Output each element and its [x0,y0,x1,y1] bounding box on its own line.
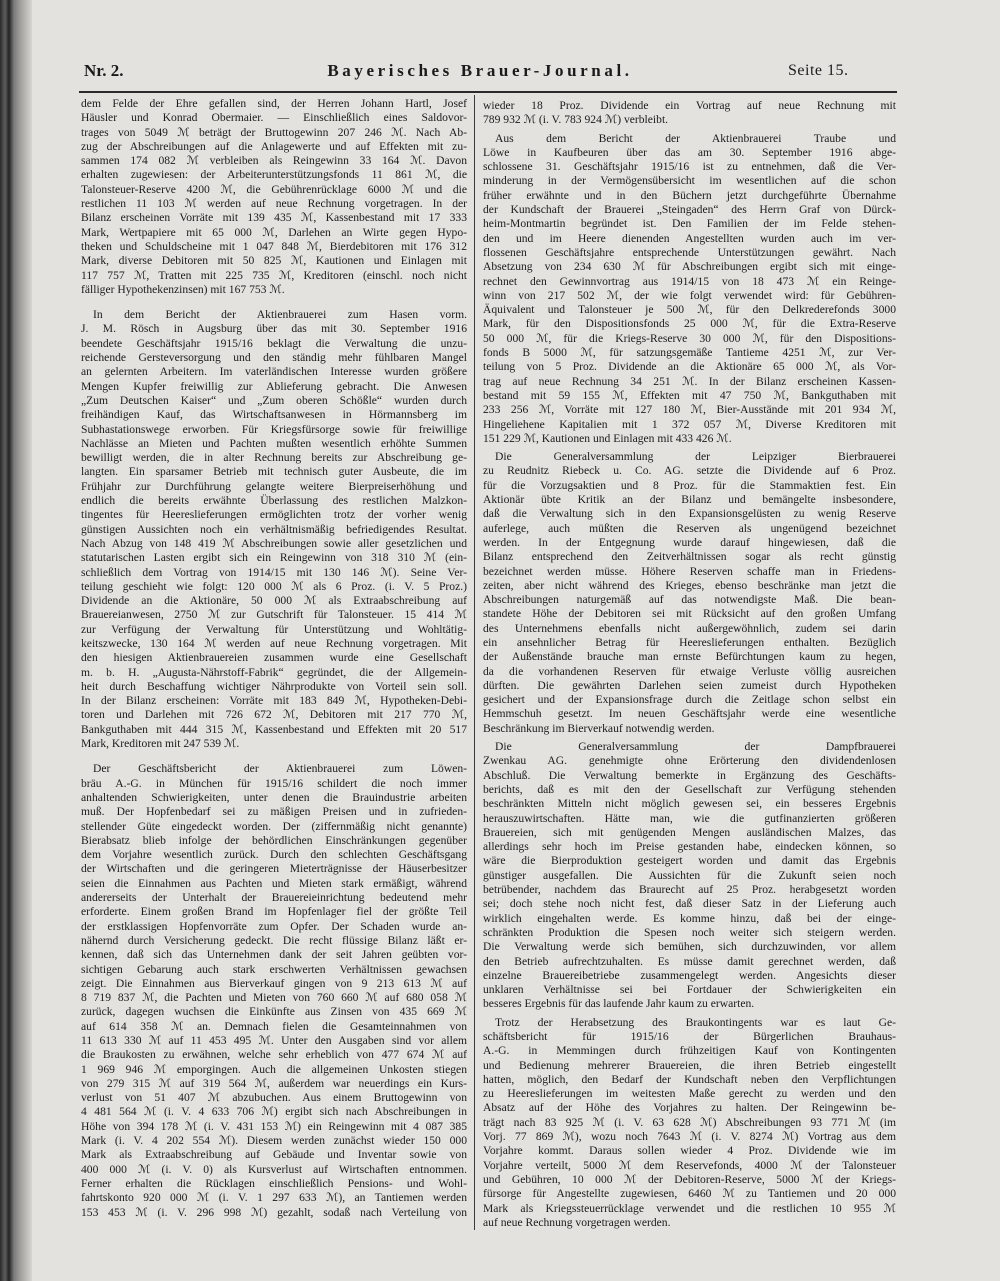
text-line: J. M. Rösch in Augsburg über das mit 30. September 1916 [81,322,467,336]
text-line: Hemmschuh gesetzt. Im neuen Geschäftsjahr werde eine wesentliche [483,707,896,721]
text-line: 11 613 330 ℳ auf 11 453 495 ℳ. Unter den Ausgaben sind vor allem [81,1034,467,1047]
text-line: andererseits der Unterhalt der Brauereieinrichtung bedeutend mehr [81,891,467,905]
text-line: kennen, daß sich das Unternehmen dank der seit Jahren geübten vor- [81,948,467,962]
page-binding-edge [0,0,32,1281]
text-line: hatten, möglich, den Bedarf der Kundschaft neben den Verpflichtungen [483,1072,896,1086]
header-rule [79,91,897,93]
text-line: Abschreibungen naturgemäß auf das notwendigste Maß. Die bean- [483,593,896,607]
text-line: bewilligt werden, die in alter Rechnung bereits zur Abschreibung ge- [81,451,467,465]
text-line: heim-Montmartin begründet ist. Den Familien der im Felde stehen- [483,217,896,231]
text-line: fälliger Hypothekenzinsen) mit 167 753 ℳ. [81,282,285,296]
text-line: schränkten Produktion die Spesen noch weiter sich steigern werden. [483,925,896,939]
text-line: muß. Der Hopfenbedarf sei zu mäßigen Preisen und in zufrieden- [81,805,467,819]
text-line: werden. In der Entgegnung wurde darauf hingewiesen, daß die [483,535,896,549]
text-line: Bankguthaben mit 444 315 ℳ, Kassenbestand und Effekten mit 20 517 [81,722,467,736]
text-line: 1 969 946 ℳ emporgingen. Auch die allgemeinen Unkosten stiegen [81,1062,467,1076]
text-line: beendete Geschäftsjahr 1915/16 beklagt die Verwaltung die unzu- [81,336,467,350]
text-line: und Gebühren, 10 000 ℳ der Debitoren-Reserve, 5000 ℳ der Kriegs- [483,1172,896,1186]
text-line: unklaren Verhältnisse sei bei Fortdauer der Schwierigkeiten ein [483,983,896,997]
text-line: Mengen Kupfer freiwillig zur Ablieferung gebracht. Die Anwesen [81,379,467,393]
text-line: theken und Schuldscheine mit 1 047 848 ℳ, Bierdebitoren mit 176 312 [81,239,467,253]
text-line: der erstklassigen Hopfenvorräte zum Opfer. Der Schaden wurde an- [81,919,467,933]
text-line: sichtigen Gebarung auch stark erschwerten Verhältnissen gewachsen [81,962,467,976]
text-line: einzelne Brauereibetriebe zusammengelegt werden. Angesichts dieser [483,968,896,982]
text-line: auf neue Rechnung vorgetragen werden. [483,1215,671,1229]
text-line: allerdings sehr hoch im Preise gestanden habe, eindecken können, so [483,840,896,854]
text-line: Die Generalversammlung der Leipziger Bierbrauerei [495,450,896,464]
text-line: bestand mit 59 155 ℳ, Effekten mit 47 750 ℳ, Bankguthaben mit [483,388,896,402]
text-line: fahrtskonto 920 000 ℳ (i. V. 1 297 633 ℳ), an Tantiemen werden [81,1191,467,1205]
article-paragraph [483,740,896,1012]
text-line: Mark als Kriegssteuerrücklage verwendet und die restlichen 10 955 ℳ [483,1201,896,1215]
text-line: Vorj. 77 869 ℳ), wozu noch 7643 ℳ (i. V. 8274 ℳ) Vortrag aus dem [483,1130,896,1144]
text-line: Die Verwaltung werde sich bemühen, sich durchzuwinden, vor allem [483,940,896,954]
text-line: ein ansehnlicher Betrag für Heereslieferungen enthalten. Bezüglich [483,635,896,649]
text-line: da die vorhandenen Reserven für etwaige Verluste völlig ausreichen [483,664,896,678]
text-line: restlichen 11 103 ℳ werden auf neue Rechnung vorgetragen. In der [81,197,467,211]
text-line: wirklich eingehalten werde. Es komme hinzu, daß bei der einge- [483,911,896,925]
text-line: zurück, dagegen wuchsen die Einkünfte aus Zinsen von 435 669 ℳ [81,1005,467,1019]
text-line: dürften. Die gewährten Darlehen seien zumeist durch Hypotheken [483,678,896,692]
text-line: zu Reudnitz Riebeck u. Co. AG. setzte die Dividende auf 6 Proz. [483,464,896,478]
text-line: keitszwecke, 130 164 ℳ werden auf neue Rechnung vorgetragen. Mit [81,636,467,650]
text-line: 400 000 ℳ (i. V. 0) als Kursverlust auf Wirtschaften entnommen. [81,1162,467,1176]
text-line: 151 229 ℳ, Kautionen und Einlagen mit 433 426 ℳ. [483,431,732,445]
text-line: standete Höhe der Debitoren sei mit Rücksicht auf den großen Umfang [483,607,896,621]
text-line: Der Geschäftsbericht der Aktienbrauerei zum Löwen- [93,762,467,776]
left-column [81,97,467,1220]
article-paragraph [483,132,896,447]
text-line: zeigt. Die Einnahmen aus Bierverkauf gingen von 9 213 613 ℳ auf [81,976,467,990]
text-line: 153 453 ℳ (i. V. 296 998 ℳ) gezahlt, sodaß nach Verteilung von [81,1205,467,1219]
text-line: zug der Abschreibungen auf die Anlagewerte und auf Effekten mit zu- [81,139,467,153]
text-line: winn von 217 502 ℳ, der wie folgt verwendet wird: für Gebühren- [483,288,896,302]
text-line: Frühjahr zur Durchführung gelangte weitere Bierpreiserhöhung und [81,479,467,493]
text-line: Subhastationswege erworben. Für Kriegsfürsorge sowie für freiwillige [81,422,467,436]
text-line: reichende Gersteversorgung und den ständig mehr fühlbaren Mangel [81,351,467,365]
text-line: Die Generalversammlung der Dampfbrauerei [495,740,896,754]
text-line: Absetzung von 234 630 ℳ für Abschreibungen ergibt sich mit einge- [483,260,896,274]
text-line: wieder 18 Proz. Dividende ein Vortrag auf neue Rechnung mit [483,99,896,112]
text-line: Brauereien, sich mit genügenden Mengen ausländischen Malzes, das [483,825,896,839]
text-line: zu Heereslieferungen im weitesten Maße gerecht zu werden und den [483,1087,896,1101]
text-line: Vorjahre verteilt, 5000 ℳ dem Reservefonds, 4000 ℳ der Talonsteuer [483,1158,896,1172]
article-paragraph [81,762,467,1220]
text-line: auf 614 358 ℳ an. Demnach fielen die Gesamteinnahmen von [81,1019,467,1033]
text-line: „Zum Deutschen Kaiser“ und „Zum oberen Schößle“ wurden durch [81,393,467,407]
text-line: betrübender, nachdem das Braurecht auf 25 Proz. herabgesetzt worden [483,883,896,897]
text-line: Mark als Extraabschreibung auf Gebäude und Inventar sowie von [81,1148,467,1162]
text-line: Mark, Wertpapiere mit 65 000 ℳ, Darlehen an Wirte gegen Hypo- [81,225,467,239]
issue-number: Nr. 2. [84,61,124,80]
text-line: auferlege, auch müßten die Reserven als ungenügend bezeichnet [483,521,896,535]
article-paragraph [81,97,467,297]
text-line: berichts, daß es mit den der Gesellschaft zur Verfügung stehenden [483,782,896,796]
text-line: Absatz auf der Höhe des Vorjahres zu halten. Der Reingewinn be- [483,1101,896,1115]
text-line: den und im Heere dienenden Angestellten wurden auch im ver- [483,231,896,245]
text-line: Löwe in Kaufbeuren über das am 30. September 1916 abge- [483,145,896,159]
text-line: Bierabsatz blieb infolge der behördlichen Einschränkungen gegenüber [81,833,467,847]
text-line: 117 757 ℳ, Tratten mit 225 735 ℳ, Kreditoren (einschl. noch nicht [81,268,467,282]
text-line: flossenen Geschäftsjahre entsprechende Unterstützungen gewährt. Nach [483,245,896,259]
text-line: 233 256 ℳ, Vorräte mit 127 180 ℳ, Bier-Ausstände mit 201 934 ℳ, [483,403,896,417]
text-line: der Wirtschaften und die geringeren Mieterträgnisse der Häuserbesitzer [81,862,467,876]
text-line: trages von 5049 ℳ beträgt der Bruttogewinn 207 246 ℳ. Nach Ab- [81,125,467,139]
text-line: zur Verfügung der Verwaltung für Unterstützung und Wohltätig- [81,622,467,636]
text-line: trag auf neue Rechnung 34 251 ℳ. In der Bilanz erscheinen Kassen- [483,374,896,388]
text-line: erhalten zugewiesen: der Arbeiterunterstützungsfonds 11 861 ℳ, die [81,168,467,182]
text-line: sei; doch stehe noch nicht fest, daß dieser Satz in der Lieferung auch [483,897,896,911]
text-line: 789 932 ℳ (i. V. 783 924 ℳ) verbleibt. [483,113,669,127]
text-line: toren und Darlehen mit 726 672 ℳ, Debitoren mit 217 770 ℳ, [81,708,467,722]
text-line: m. b. H. „Augusta-Nährstoff-Fabrik“ gegründet, die der Allgemein- [81,665,467,679]
text-line: statutarischen Lasten ergibt sich ein Reingewinn von 318 310 ℳ (ein- [81,551,467,565]
text-line: Mark, diverse Debitoren mit 50 825 ℳ, Kautionen und Einlagen mit [81,254,467,268]
text-line: anhaltenden Schwierigkeiten, unter denen die Brauindustrie arbeiten [81,790,467,804]
text-line: Äquivalent und Talonsteuer je 500 ℳ, für den Delkrederefonds 3000 [483,303,896,317]
text-line: und Bedienung mehrerer Brauereien, die ihren Betrieb eingestellt [483,1058,896,1072]
text-line: Beschränkung im Bierverkauf notwendig werden. [483,721,715,735]
text-line: seien die Einnahmen aus Pachten und Mieten stark ermäßigt, während [81,876,467,890]
text-line: 8 719 837 ℳ, die Pachten und Mieten von 760 660 ℳ auf 680 058 ℳ [81,991,467,1005]
column-divider [474,95,475,1230]
text-line: für die Vorzugsaktien und 8 Proz. für die Stammaktien fest. Ein [483,478,896,492]
text-line: Ferner erhalten die Rücklagen einschließlich Pensions- und Wohl- [81,1176,467,1190]
text-line: Talonsteuer-Reserve 4200 ℳ, die Gebührenrücklage 6000 ℳ und die [81,182,467,196]
text-line: Nach Abzug von 148 419 ℳ Abschreibungen sowie aller gesetzlichen und [81,536,467,550]
text-line: teilung geschieht wie folgt: 120 000 ℳ als 6 Proz. (i. V. 5 Proz.) [81,579,467,593]
text-line: herauszuwirtschaften. Hätte man, wie die gutfinanzierten größeren [483,811,896,825]
text-line: 50 000 ℳ, für die Kriegs-Reserve 30 000 ℳ, für den Dispositions- [483,331,896,345]
text-line: langten. Ein sparsamer Betrieb mit technisch guter Ausbeute, die im [81,465,467,479]
text-line: der Außenstände brauche man ernste Befürchtungen kaum zu hegen, [483,650,896,664]
text-line: tingentes für Heereslieferungen ermöglichten trotz der vorher wenig [81,508,467,522]
text-line: sammen 174 082 ℳ verbleiben als Reingewinn 33 164 ℳ. Davon [81,154,467,168]
article-paragraph [483,99,896,128]
text-line: Aktionär übte Kritik an der Bilanz und bemängelte insbesondere, [483,493,896,507]
text-line: beschränkten Mitteln nicht möglich gewesen sei, ein besseres Ergebnis [483,797,896,811]
right-column [483,99,896,1230]
text-line: A.-G. in Memmingen durch frühzeitigen Kauf von Kontingenten [483,1044,896,1058]
text-line: Bilanz erscheinen Vorräte mit 139 435 ℳ, Kassenbestand mit 17 333 [81,211,467,225]
page-number: Seite 15. [788,62,849,79]
text-line: Höhe von 394 178 ℳ (i. V. 431 153 ℳ) ein Reingewinn mit 4 087 385 [81,1119,467,1133]
text-line: Vorjahre kommt. Daraus sollen wieder 4 Proz. Dividende wie im [483,1144,896,1158]
text-line: schäftsbericht für 1915/16 der Bürgerlichen Brauhaus- [483,1030,896,1043]
text-line: Mark, für den Dispositionsfonds 25 000 ℳ, für die Extra-Reserve [483,317,896,331]
text-line: Bilanz entsprechend den Zeitverhältnissen sogar als recht günstig [483,550,896,564]
text-line: schließlich dem Vortrag von 1914/15 mit 130 146 ℳ). Seine Ver- [81,565,467,579]
text-line: In der Bilanz erscheinen: Vorräte mit 183 849 ℳ, Hypotheken-Debi- [81,694,467,708]
article-paragraph [81,308,467,751]
text-line: fürsorge für Angestellte zugewiesen, 6460 ℳ zu Tantiemen und 20 000 [483,1187,896,1201]
article-paragraph [483,450,896,736]
text-line: Mark, Kreditoren mit 247 539 ℳ. [81,737,240,751]
text-line: des Unternehmens ebenfalls nicht außergewöhnlich, zudem sei darin [483,621,896,635]
text-line: Hingeliehene Kapitalien mit 1 372 057 ℳ, Diverse Kreditoren mit [483,417,896,431]
text-line: fonds B 5000 ℳ, für satzungsgemäße Tantieme 4251 ℳ, zur Ver- [483,346,896,360]
text-line: Zwenkau AG. genehmigte ohne Erörterung den dividendenlosen [483,754,896,768]
article-paragraph [483,1016,896,1230]
text-line: bräu A.-G. in München für 1915/16 schildert die noch immer [81,776,467,790]
text-line: trägt nach 83 925 ℳ (i. V. 63 628 ℳ) Abschreibungen 93 771 ℳ (im [483,1115,896,1129]
text-line: dem Felde der Ehre gefallen sind, der Herren Johann Hartl, Josef [81,97,467,110]
text-line: den Betrieb aufrechtzuhalten. Es müsse damit gerechnet werden, daß [483,954,896,968]
text-line: bezeichnet werden müsse. Höhere Reserven schaffe man in Friedens- [483,564,896,578]
text-line: Aus dem Bericht der Aktienbrauerei Traube und [495,131,896,145]
text-line: 4 481 564 ℳ (i. V. 4 633 706 ℳ) ergibt sich nach Abschreibungen in [81,1105,467,1119]
text-line: Nachlässe an Mieten und Pachten mußten wesentlich erhöhte Summen [81,436,467,450]
text-line: an gelernten Arbeitern. Im vaterländischen Interesse wurden größere [81,365,467,379]
text-line: früher erwähnte und in den Büchern jetzt durchgeführte Übernahme [483,188,896,202]
text-line: verlust von 51 407 ℳ abzubuchen. Aus einem Bruttogewinn von [81,1091,467,1105]
text-line: teilung von 5 Proz. Dividende an die Aktionäre 65 000 ℳ, als Vor- [483,360,896,374]
text-line: die Braukosten zu erwähnen, welche sehr erheblich von 477 674 ℳ auf [81,1048,467,1062]
text-line: Dividende an die Aktionäre, 50 000 ℳ als Extraabschreibung auf [81,594,467,608]
text-line: Brauereianwesen, 2750 ℳ zur Gutschrift für Talonsteuer. 15 414 ℳ [81,608,467,622]
text-line: günstiger ausgefallen. Die Aussichten für die Zukunft seien noch [483,868,896,882]
text-line: heit durch Beschaffung wichtiger Nährprodukte von Vorteil sein soll. [81,679,467,693]
text-line: besseres Ergebnis für das laufende Jahr kaum zu erwarten. [483,997,755,1011]
text-line: Trotz der Herabsetzung des Braukontingents war es laut Ge- [495,1015,896,1029]
text-line: In dem Bericht der Aktienbrauerei zum Hasen vorm. [93,308,467,322]
text-line: den hiesigen Aktienbrauereien zusammen wurde eine Gesellschaft [81,651,467,665]
text-line: stellender Güte eingedeckt worden. Der (ziffernmäßig nicht genannte) [81,819,467,833]
text-line: rechnet den Gewinnvortrag aus 1914/15 von 18 473 ℳ ein Reinge- [483,274,896,288]
text-line: Häusler und Konrad Obermaier. — Einschließlich eines Saldovor- [81,111,467,125]
text-line: minderung in der Vermögensübersicht im wesentlichen auf die schon [483,174,896,188]
text-line: schlossene 31. Geschäftsjahr 1915/16 ist zu entnehmen, daß die Ver- [483,160,896,174]
text-line: endlich die bereits erwähnte Überlassung des restlichen Malzkon- [81,494,467,508]
text-line: Abschluß. Die Verwaltung bemerkte in Ergänzung des Geschäfts- [483,768,896,782]
text-line: gesichert und der Expansionsfrage durch die Zeitlage schon selbst ein [483,693,896,707]
text-line: Mark (i. V. 4 202 554 ℳ). Diesem werden zunächst wieder 150 000 [81,1134,467,1148]
text-line: nähernd durch Versicherung gedeckt. Die recht flüssige Bilanz läßt er- [81,933,467,947]
text-line: der Kundschaft der Brauerei „Steingaden“ des Herrn Graf von Dürck- [483,203,896,217]
text-line: günstigen Aussichten noch ein verhältnismäßig befriedigendes Resultat. [81,522,467,536]
text-line: freihändigen Kauf, das Wirtschaftsanwesen in Hörmannsberg im [81,408,467,422]
journal-title: Bayerisches Brauer-Journal. [327,61,633,80]
text-line: erforderte. Einem großen Brand im Hopfenlager fiel der größte Teil [81,905,467,919]
text-line: wäre die Bierproduktion gesteigert worden und damit das Ergebnis [483,854,896,868]
text-line: von 279 315 ℳ auf 319 564 ℳ, außerdem war neuerdings ein Kurs- [81,1076,467,1090]
text-line: dem Vorjahre wesentlich zurück. Durch den schlechten Geschäftsgang [81,848,467,862]
text-line: daß die Verwaltung sich in den Expansionsgelüsten zu wenig Reserve [483,507,896,521]
text-line: zeiten, aber nicht während des Krieges, ebenso beschränke man jetzt die [483,578,896,592]
